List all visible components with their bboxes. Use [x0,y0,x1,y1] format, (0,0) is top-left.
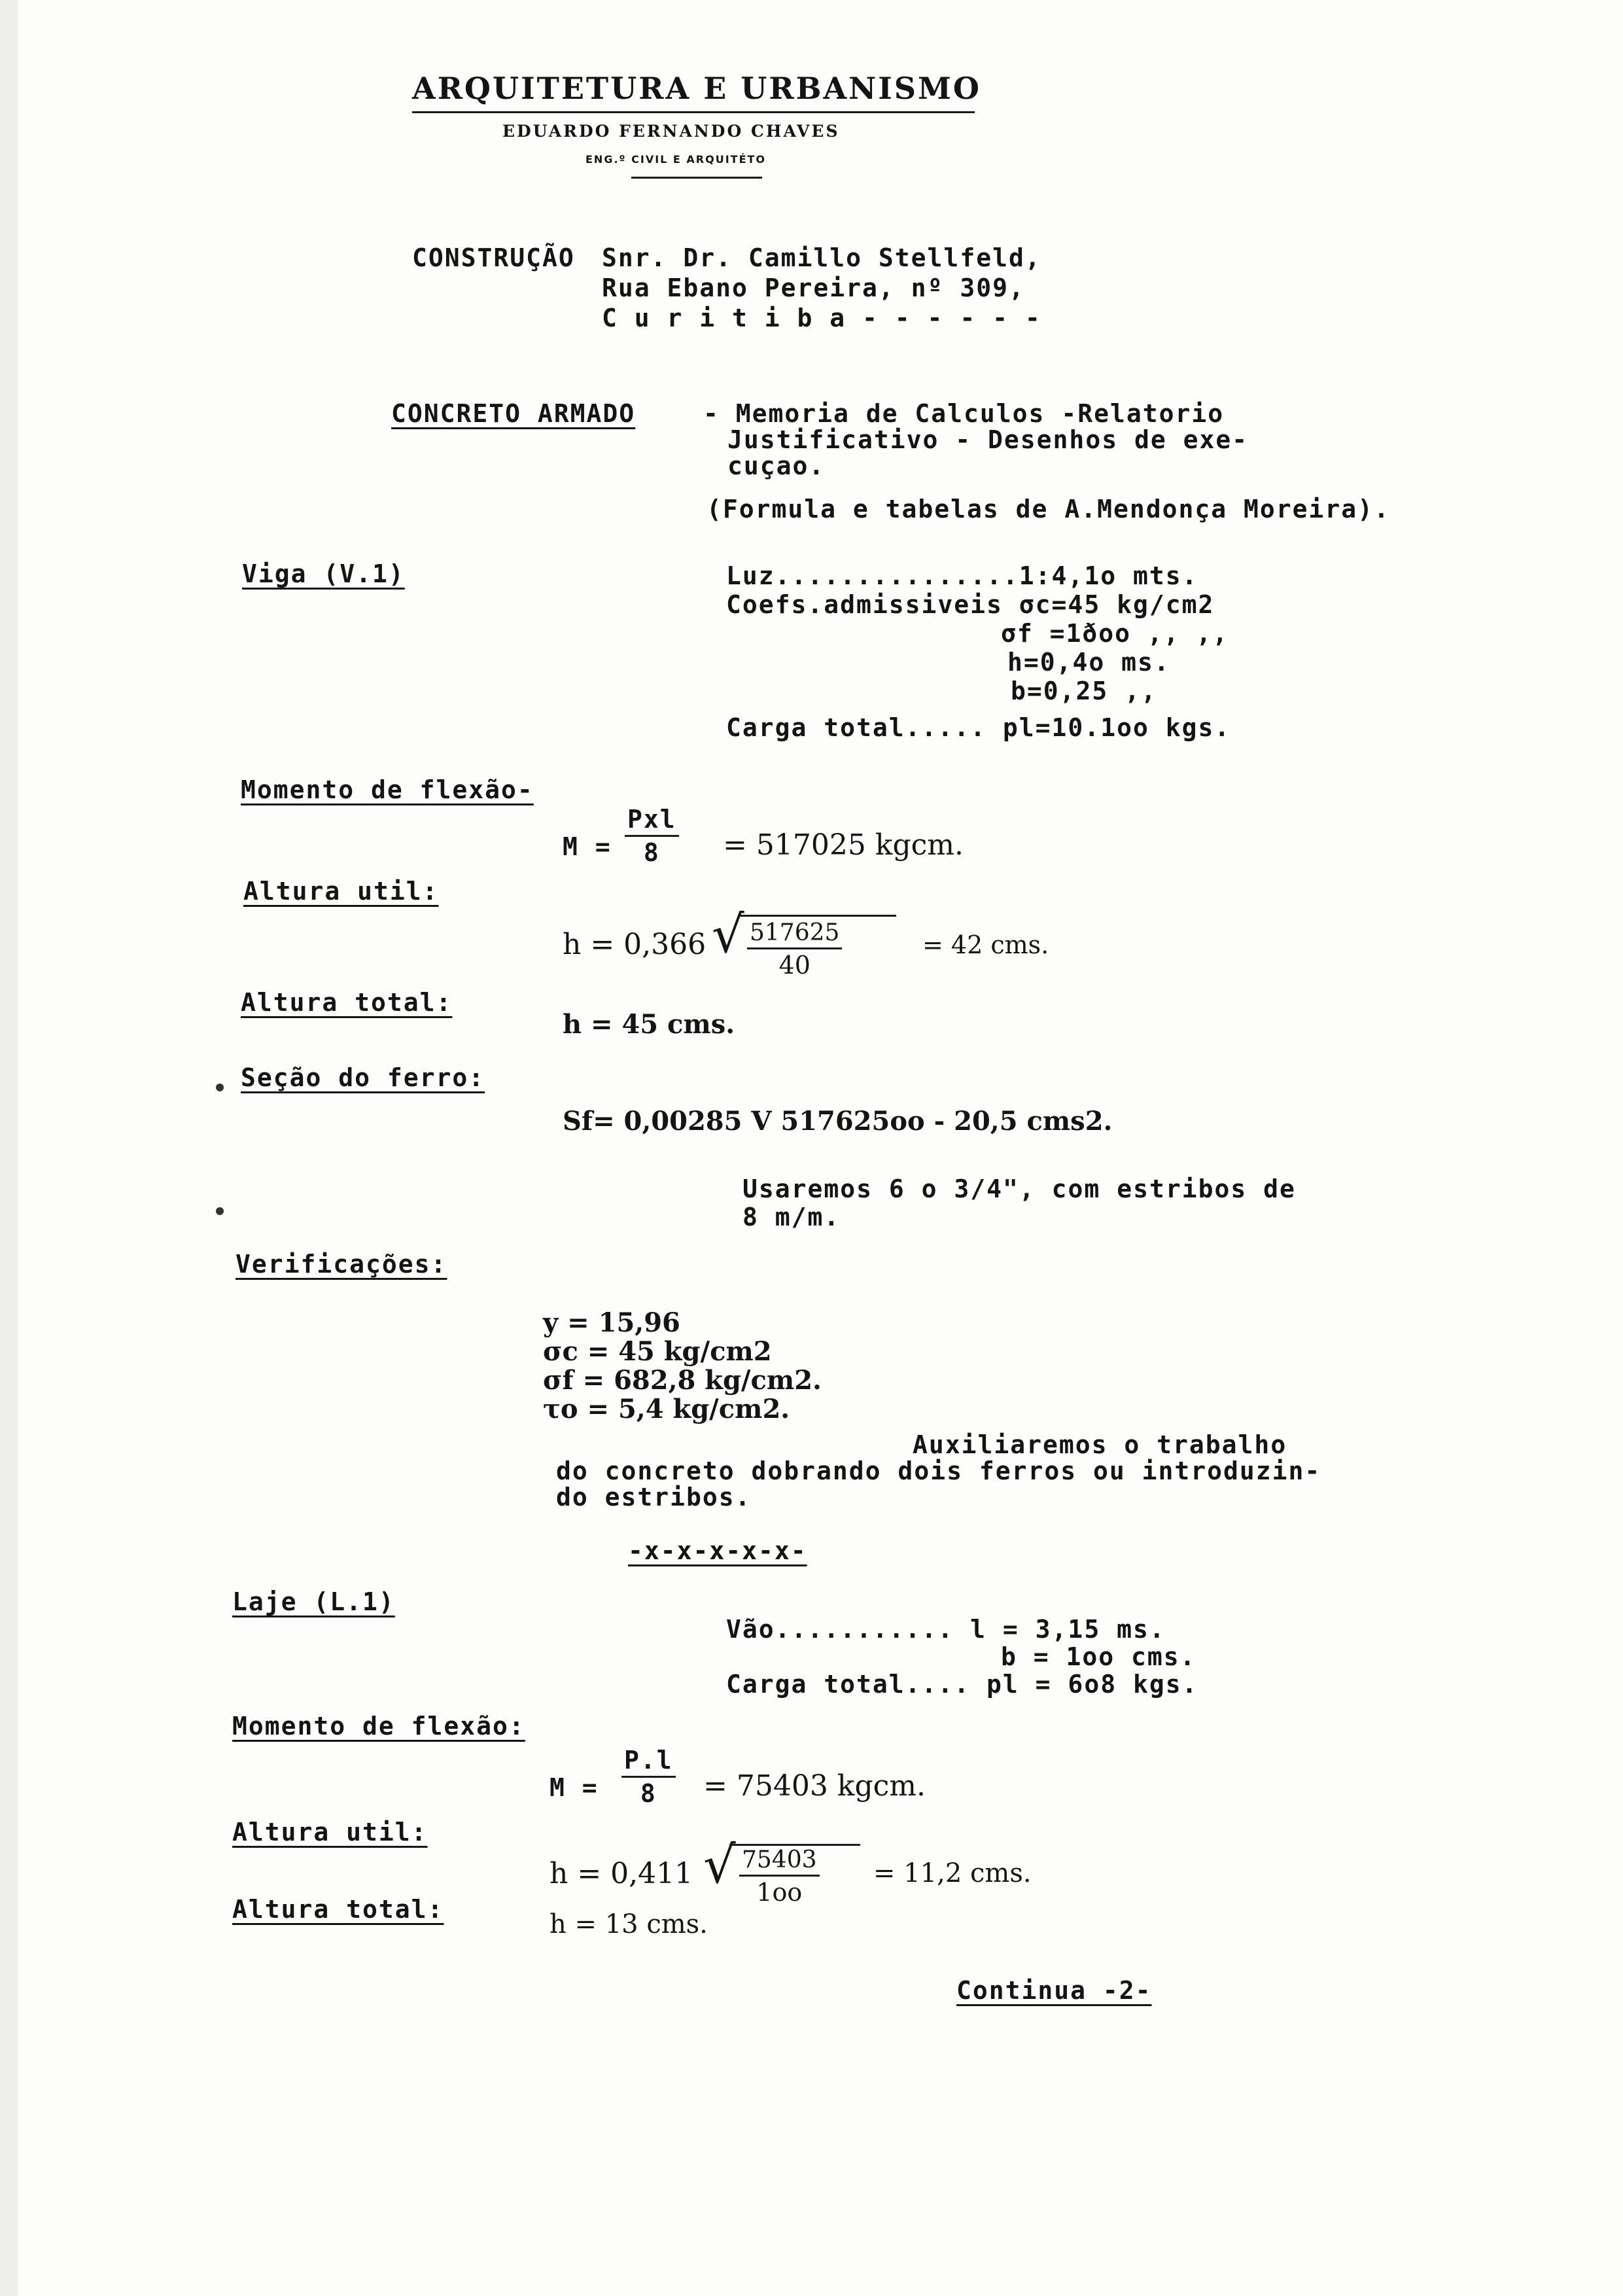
viga-usaremos-line-1: Usaremos 6 o 3/4", com estribos de [742,1174,1296,1203]
viga-h-numerator: 517625 [747,919,842,949]
verif-aux-line-1: Auxiliaremos o trabalho [913,1430,1287,1459]
viga-sigma-f: σf =1ðoo ,, ,, [1001,619,1229,648]
verif-sigma-f: σf = 682,8 kg/cm2. [543,1365,822,1396]
verificacoes-label: Verificações: [236,1250,447,1279]
laje-h-denominator: 1oo [756,1878,803,1907]
subject-line-3: cuçao. [727,451,826,480]
punch-mark [216,1207,224,1215]
laje-label: Laje (L.1) [232,1587,395,1616]
viga-m-numerator: Pxl [625,805,679,837]
viga-h-total: h = 45 cms. [563,1009,735,1040]
laje-m-fraction [621,1746,676,1808]
viga-m-denominator: 8 [643,838,660,867]
laje-h-total: h = 13 cms. [550,1909,708,1939]
laje-momento-label: Momento de flexão: [232,1712,525,1740]
subject-line-1: - Memoria de Calculos -Relatorio [703,399,1225,428]
laje-sqrt-bar [729,1844,860,1846]
letterhead-role: ENG.º CIVIL E ARQUITÉTO [585,153,767,166]
construcao-label: CONSTRUÇÃO [412,243,575,272]
subject-line-4: (Formula e tabelas de A.Mendonça Moreira). [707,495,1390,523]
viga-m-fraction [625,805,679,867]
viga-h-fraction [747,919,842,980]
letterhead-rule-bottom [631,177,762,179]
viga-coefs: Coefs.admissiveis σc=45 kg/cm2 [726,590,1215,619]
subject-label: CONCRETO ARMADO [391,399,636,428]
laje-b: b = 1oo cms. [1001,1642,1196,1671]
laje-vao: Vão........... l = 3,15 ms. [726,1615,1166,1644]
viga-label: Viga (V.1) [242,559,405,588]
laje-m-numerator: P.l [621,1746,676,1778]
laje-h-result: = 11,2 cms. [873,1858,1032,1888]
address-line-1: Snr. Dr. Camillo Stellfeld, [602,243,1041,272]
viga-h-result: = 42 cms. [922,930,1049,959]
viga-luz: Luz...............1:4,1o mts. [726,561,1198,590]
address-line-3: C u r i t i b a - - - - - - [602,304,1041,332]
laje-altura-util-label: Altura util: [232,1818,428,1846]
viga-h-prefix: h = 0,366 [563,928,707,961]
verif-tau: τo = 5,4 kg/cm2. [543,1394,790,1424]
scan-edge [0,0,18,2296]
address-line-2: Rua Ebano Pereira, nº 309, [602,274,1025,302]
viga-altura-total-label: Altura total: [241,988,453,1017]
viga-b: b=0,25 ,, [1011,677,1157,705]
laje-m-prefix: M = [550,1773,599,1802]
verif-sigma-c: σc = 45 kg/cm2 [543,1336,772,1367]
laje-altura-total-label: Altura total: [232,1895,444,1924]
verif-aux-line-3: do estribos. [556,1483,752,1511]
viga-secao-label: Seção do ferro: [241,1063,485,1092]
punch-mark [216,1084,224,1091]
laje-h-numerator: 75403 [739,1846,820,1877]
laje-h-fraction [739,1846,820,1907]
viga-m-prefix: M = [563,832,612,861]
letterhead-rule-top [412,111,975,113]
subject-line-2: Justificativo - Desenhos de exe- [727,425,1249,454]
laje-h-prefix: h = 0,411 [550,1857,693,1890]
viga-sqrt-sign: √ [712,906,744,964]
viga-altura-util-label: Altura util: [243,877,439,906]
laje-m-result: = 75403 kgcm. [703,1769,926,1803]
viga-momento-label: Momento de flexão- [241,775,534,804]
viga-carga: Carga total..... pl=10.1oo kgs. [726,713,1231,742]
letterhead-title: ARQUITETURA E URBANISMO [412,71,981,106]
laje-m-denominator: 8 [640,1779,657,1808]
viga-h-denominator: 40 [778,951,811,980]
section-separator: -x-x-x-x-x- [628,1536,807,1565]
verif-aux-line-2: do concreto dobrando dois ferros ou introduzin- [556,1457,1321,1485]
viga-sf: Sf= 0,00285 V 517625oo - 20,5 cms2. [563,1106,1113,1137]
viga-sqrt-bar [739,915,896,917]
verif-y: y = 15,96 [543,1307,680,1338]
viga-usaremos-line-2: 8 m/m. [742,1203,841,1231]
letterhead-name: EDUARDO FERNANDO CHAVES [502,122,840,141]
viga-h: h=0,4o ms. [1007,648,1170,677]
laje-sqrt-sign: √ [703,1836,736,1895]
viga-m-result: = 517025 kgcm. [723,828,964,862]
laje-carga: Carga total.... pl = 6o8 kgs. [726,1670,1198,1699]
continua-label: Continua -2- [956,1976,1152,2005]
